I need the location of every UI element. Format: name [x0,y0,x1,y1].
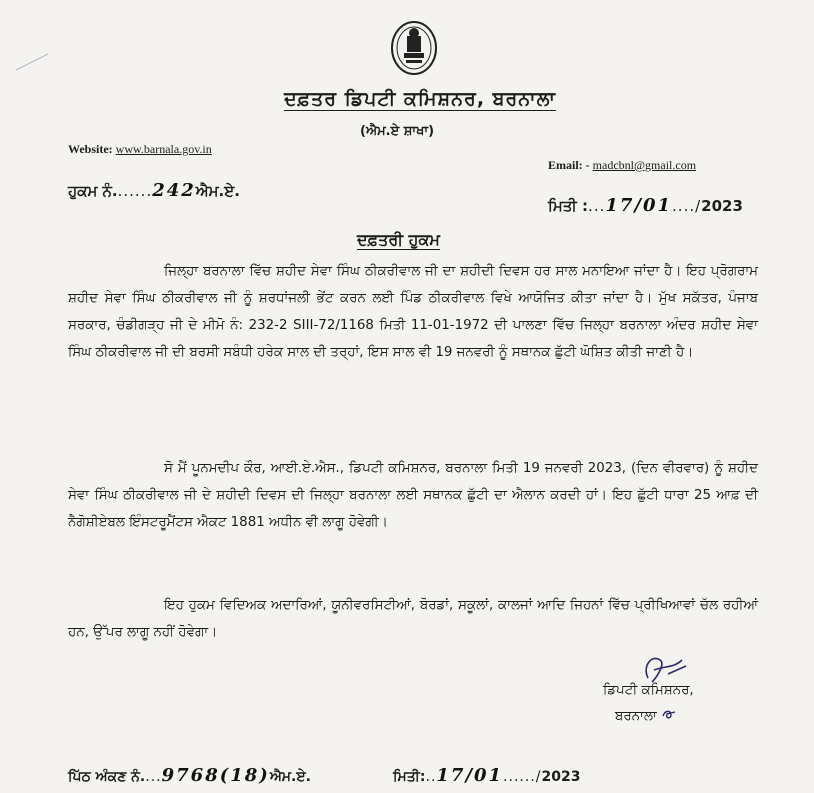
email-link[interactable]: madcbnl@gmail.com [592,158,697,172]
order-date-year: 2023 [701,197,743,215]
margin-pen-mark [14,50,50,74]
endorsement-dots: ... [145,769,162,785]
endorsement-date-dots-after: ....../ [503,769,542,785]
state-emblem-icon [388,20,440,80]
website-link[interactable]: www.barnala.gov.in [115,142,212,156]
endorsement-number [68,765,311,786]
initial-mark [661,708,677,720]
email-line [548,158,696,173]
endorsement-date-handwritten: 17/01 [436,765,504,786]
signatory-place [615,708,677,724]
signature-mark [630,648,700,688]
signatory-title: ਡਿਪਟੀ ਕਮਿਸ਼ਨਰ, [603,683,694,698]
order-number-dots: ...... [117,182,153,200]
order-number-handwritten: 242 [152,180,196,201]
order-number-prefix: ਹੁਕਮ ਨੰ. [68,182,118,200]
website-label: Website: [68,142,113,156]
order-number [68,180,240,201]
endorsement-handwritten: 9768(18) [161,765,270,786]
endorsement-date [393,765,580,786]
order-date-dots-before: ... [588,197,606,215]
order-date-dots-after: ..../ [672,197,702,215]
body-paragraph-1: ਜਿਲ੍ਹਾ ਬਰਨਾਲਾ ਵਿੱਚ ਸ਼ਹੀਦ ਸੇਵਾ ਸਿੰਘ ਠੀਕਰੀਵਾਲ ਜੀ ਦਾ ਸ਼ਹੀਦੀ ਦਿਵਸ ਹਰ ਸਾਲ ਮਨਾਇਆ ਜਾਂਦਾ ਹੈ। ਇਹ ਪ੍ਰੋਗਰਾਮ ਸ਼ਹੀਦ ਸੇਵਾ ਸਿੰਘ ਠੀਕਰੀਵਾਲ ਜੀ ਨੂੰ ਸ਼ਰਧਾਂਜਲੀ ਭੇਂਟ ਕਰਨ ਲਈ ਪਿੰਡ ਠੀਕਰੀਵਾਲ ਵਿਖੇ ਆਯੋਜਿਤ ਕੀਤਾ ਜਾਂਦਾ ਹੈ। ਮੁੱਖ ਸਕੱਤਰ, ਪੰਜਾਬ ਸਰਕਾਰ, ਚੰਡੀਗੜ੍ਹ ਜੀ ਦੇ ਮੀਮੋ ਨੰ: 232-2 SIII-72/1168 ਮਿਤੀ 11-01-1972 ਦੀ ਪਾਲਣਾ ਵਿੱਚ ਜਿਲ੍ਹਾ ਬਰਨਾਲਾ ਅੰਦਰ ਸ਼ਹੀਦ ਸੇਵਾ ਸਿੰਘ ਠੀਕਰੀਵਾਲ ਜੀ ਦੀ ਬਰਸੀ ਸਬੰਧੀ ਹਰੇਕ ਸਾਲ ਦੀ ਤਰ੍ਹਾਂ, ਇਸ ਸਾਲ ਵੀ 19 ਜਨਵਰੀ ਨੂੰ ਸਥਾਨਕ ਛੁੱਟੀ ਘੋਸ਼ਿਤ ਕੀਤੀ ਜਾਣੀ ਹੈ। [68,264,758,360]
endorsement-date-label: ਮਿਤੀ: [393,769,426,785]
endorsement-prefix: ਪਿੱਠ ਅੰਕਣ ਨੰ. [68,769,146,785]
endorsement-suffix: ਐਮ.ਏ. [269,769,311,785]
order-date-label: ਮਿਤੀ : [548,197,589,215]
order-number-suffix: ਐਮ.ਏ. [195,182,240,200]
office-title: ਦਫ਼ਤਰ ਡਿਪਟੀ ਕਮਿਸ਼ਨਰ, ਬਰਨਾਲਾ [284,88,556,110]
email-label: Email: - [548,158,590,172]
signatory-place-text: ਬਰਨਾਲਾ [615,709,657,724]
endorsement-date-dots-before: .. [425,769,437,785]
body-paragraph-3: ਇਹ ਹੁਕਮ ਵਿਦਿਅਕ ਅਦਾਰਿਆਂ, ਯੂਨੀਵਰਸਿਟੀਆਂ, ਬੋਰਡਾਂ, ਸਕੂਲਾਂ, ਕਾਲਜਾਂ ਆਦਿ ਜਿਹਨਾਂ ਵਿੱਚ ਪ੍ਰੀਖਿਆਵਾਂ ਚੱਲ ਰਹੀਆਂ ਹਨ, ਉੱਪਰ ਲਾਗੂ ਨਹੀਂ ਹੋਵੇਗਾ। [68,598,758,640]
order-date [548,195,743,216]
branch-label: (ਐਮ.ਏ ਸ਼ਾਖਾ) [360,124,435,139]
body-paragraph-2: ਸੋ ਮੈਂ ਪੂਨਮਦੀਪ ਕੌਰ, ਆਈ.ਏ.ਐਸ., ਡਿਪਟੀ ਕਮਿਸ਼ਨਰ, ਬਰਨਾਲਾ ਮਿਤੀ 19 ਜਨਵਰੀ 2023, (ਦਿਨ ਵੀਰਵਾਰ) ਨੂੰ ਸ਼ਹੀਦ ਸੇਵਾ ਸਿੰਘ ਠੀਕਰੀਵਾਲ ਜੀ ਦੇ ਸ਼ਹੀਦੀ ਦਿਵਸ ਦੀ ਜਿਲ੍ਹਾ ਬਰਨਾਲਾ ਲਈ ਸਥਾਨਕ ਛੁੱਟੀ ਦਾ ਐਲਾਨ ਕਰਦੀ ਹਾਂ। ਇਹ ਛੁੱਟੀ ਧਾਰਾ 25 ਆਫ਼ ਦੀ ਨੈਗੋਸ਼ੀਏਬਲ ਇੰਸਟਰੂਮੈਂਟਸ ਐਕਟ 1881 ਅਧੀਨ ਵੀ ਲਾਗੂ ਹੋਵੇਗੀ। [68,461,758,530]
order-date-handwritten: 17/01 [605,195,673,216]
endorsement-date-year: 2023 [541,769,581,785]
website-line [68,142,212,157]
document-heading: ਦਫ਼ਤਰੀ ਹੁਕਮ [357,230,440,249]
